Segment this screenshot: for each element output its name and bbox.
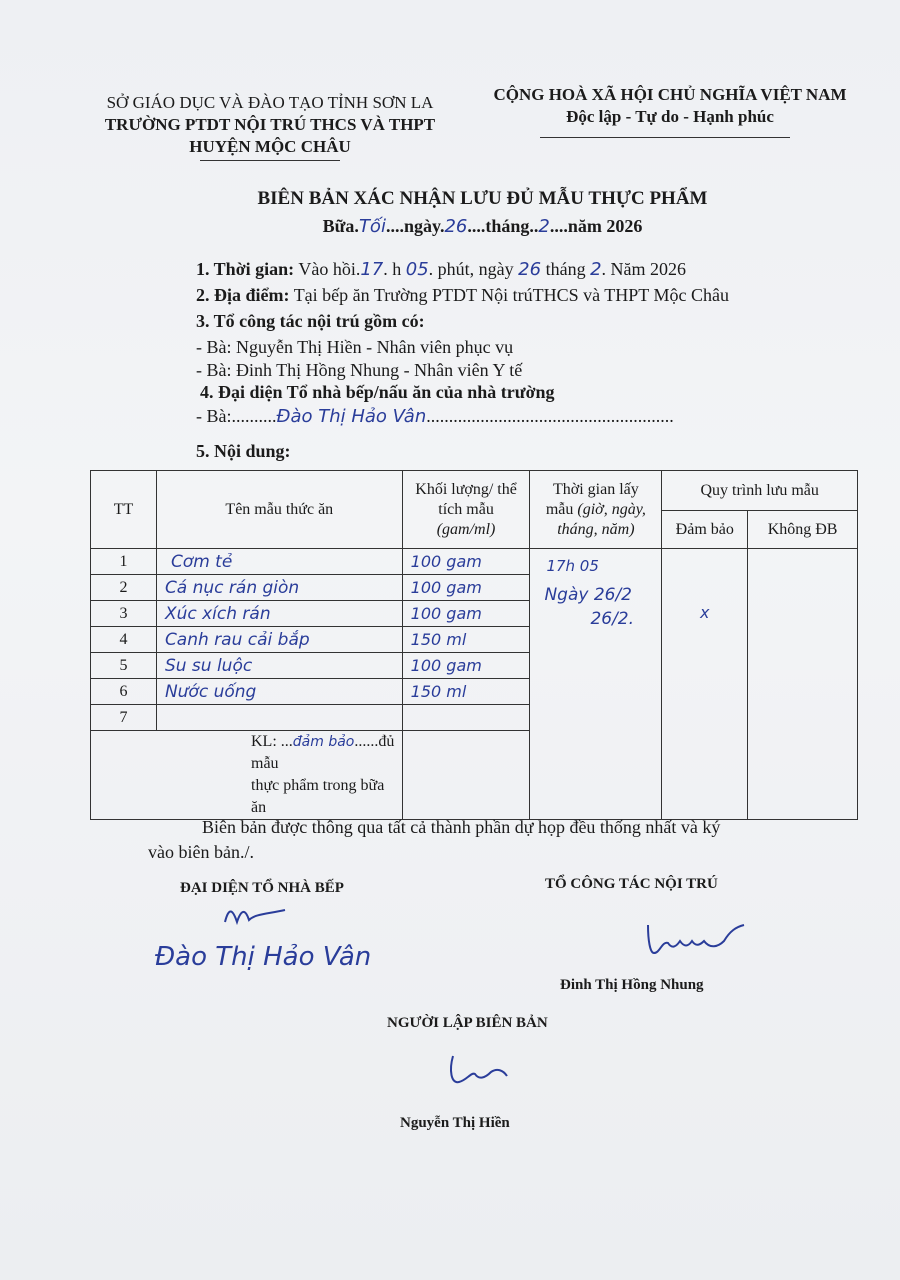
row-food-name: Cá nục rán giòn <box>156 575 402 601</box>
row-food-name: Canh rau cải bắp <box>156 627 402 653</box>
issuer-department: SỞ GIÁO DỤC VÀ ĐÀO TẠO TỈNH SƠN LA <box>106 93 434 112</box>
meal-label: Bữa. <box>322 216 359 236</box>
sample-table <box>90 470 858 820</box>
row-weight: 100 gam <box>402 601 530 627</box>
header-time-line4: tháng, năm) <box>557 520 635 538</box>
conclusion-suffix: ......đủ mẫu <box>251 733 395 772</box>
row-tt: 7 <box>91 705 157 731</box>
time-text-b: . h <box>383 259 402 279</box>
conclusion-prefix: KL: ... <box>251 733 293 750</box>
boarding-team-signature <box>640 915 750 960</box>
time-day: 26 <box>518 259 542 280</box>
motto-underline <box>540 137 790 138</box>
issuer-district: HUYỆN MỘC CHÂU <box>189 137 351 156</box>
row-tt: 6 <box>91 679 157 705</box>
document-subtitle <box>0 216 900 237</box>
header-ok: Đảm bảo <box>662 511 748 549</box>
ok-cell <box>662 549 748 820</box>
section-location-text: Tại bếp ăn Trường PTDT Nội trúTHCS và THPT Mộc Châu <box>293 285 729 305</box>
header-weight-unit: (gam/ml) <box>436 520 496 538</box>
time-month: 2 <box>590 259 602 280</box>
time-text-a: Vào hồi. <box>298 259 361 279</box>
country-name: CỘNG HOÀ XÃ HỘI CHỦ NGHĨA VIỆT NAM <box>493 85 847 104</box>
table-header-row <box>91 471 858 511</box>
kitchen-rep-title: ĐẠI DIỆN TỔ NHÀ BẾP <box>180 880 344 896</box>
kitchen-rep-signature <box>215 900 305 934</box>
closing-line1: Biên bản được thông qua tất cả thành phần dự họp đều thống nhất và ký <box>202 817 721 837</box>
conclusion-cell <box>91 731 403 820</box>
meal-value: Tối <box>358 216 386 237</box>
row-weight: 150 ml <box>402 627 530 653</box>
row-weight: 100 gam <box>402 549 530 575</box>
row-food-name: Su su luộc <box>156 653 402 679</box>
row-food-name <box>156 705 402 731</box>
conclusion-value: đảm bảo <box>292 734 355 750</box>
header-time <box>530 471 662 549</box>
row-food-name: Cơm tẻ <box>156 549 402 575</box>
row-weight <box>402 705 530 731</box>
row-tt: 3 <box>91 601 157 627</box>
month-label: ....tháng.. <box>467 216 539 236</box>
issuer-underline <box>200 160 340 161</box>
header-time-line3: (giờ, ngày, <box>577 500 646 518</box>
not-ok-cell <box>748 549 858 820</box>
row-weight: 100 gam <box>402 575 530 601</box>
year-label: ....năm 2026 <box>549 216 643 236</box>
header-time-line2: mẫu <box>545 500 574 518</box>
motto: Độc lập - Tự do - Hạnh phúc <box>566 107 774 126</box>
section-team-label: 3. Tổ công tác nội trú gồm có: <box>196 311 425 331</box>
team-member-2: - Bà: Đinh Thị Hồng Nhung - Nhân viên Y tế <box>196 360 523 380</box>
header-weight <box>402 471 530 549</box>
boarding-team-name: Đinh Thị Hồng Nhung <box>560 977 704 993</box>
time-cell <box>530 549 662 820</box>
reporter-signature <box>445 1050 515 1090</box>
conclusion-line2: thực phẩm trong bữa ăn <box>251 777 385 816</box>
row-tt: 2 <box>91 575 157 601</box>
header-tt: TT <box>91 471 157 549</box>
day-value: 26 <box>444 216 468 237</box>
kitchen-rep-dots: ....................................................... <box>426 406 674 426</box>
time-text-e: . Năm 2026 <box>601 259 687 279</box>
kitchen-rep-prefix: - Bà:.......... <box>196 406 277 426</box>
time-cell-line2: Ngày 26/2 <box>544 585 633 605</box>
row-tt: 4 <box>91 627 157 653</box>
issuer-school: TRƯỜNG PTDT NỘI TRÚ THCS VÀ THPT <box>104 115 436 134</box>
section-time-label: 1. Thời gian: <box>196 259 295 279</box>
kitchen-rep-line <box>196 404 836 429</box>
section-content-label: 5. Nội dung: <box>196 441 291 461</box>
header-food-name: Tên mẫu thức ăn <box>156 471 402 549</box>
boarding-team-title: TỔ CÔNG TÁC NỘI TRÚ <box>545 876 718 892</box>
time-text-d: tháng <box>545 259 586 279</box>
time-cell-line3: 26/2. <box>590 609 635 629</box>
ok-mark: x <box>700 603 710 622</box>
time-cell-line1: 17h 05 <box>546 557 599 575</box>
kitchen-rep-handwritten-name: Đào Thị Hảo Vân <box>155 942 372 972</box>
table-row <box>91 549 858 575</box>
row-food-name: Xúc xích rán <box>156 601 402 627</box>
section-kitchen-label: 4. Đại diện Tổ nhà bếp/nấu ăn của nhà trường <box>200 382 555 402</box>
month-value: 2 <box>538 216 550 237</box>
section-location-label: 2. Địa điểm: <box>196 285 290 305</box>
row-tt: 5 <box>91 653 157 679</box>
national-motto-block <box>470 84 870 128</box>
row-weight: 150 ml <box>402 679 530 705</box>
row-food-name: Nước uống <box>156 679 402 705</box>
document-title: BIÊN BẢN XÁC NHẬN LƯU ĐỦ MẪU THỰC PHẨM <box>257 188 708 209</box>
header-not-ok: Không ĐB <box>748 511 858 549</box>
header-weight-line2: tích mẫu <box>438 500 494 518</box>
reporter-title: NGƯỜI LẬP BIÊN BẢN <box>387 1015 548 1031</box>
day-label: ....ngày. <box>385 216 445 236</box>
time-minute: 05 <box>405 259 429 280</box>
row-tt: 1 <box>91 549 157 575</box>
section-location <box>196 283 876 307</box>
reporter-name: Nguyễn Thị Hiền <box>400 1115 510 1131</box>
team-member-1: - Bà: Nguyễn Thị Hiền - Nhân viên phục vụ <box>196 337 514 357</box>
row-weight: 100 gam <box>402 653 530 679</box>
time-hour: 17 <box>360 259 384 280</box>
header-process: Quy trình lưu mẫu <box>662 471 858 511</box>
header-time-line1: Thời gian lấy <box>553 480 639 498</box>
issuer-block <box>60 92 480 158</box>
kitchen-rep-name: Đào Thị Hảo Vân <box>276 406 427 427</box>
header-weight-line1: Khối lượng/ thể <box>415 480 517 498</box>
section-time <box>196 257 856 282</box>
time-text-c: . phút, ngày <box>428 259 514 279</box>
closing-line2: vào biên bản./. <box>148 842 254 862</box>
conclusion-empty <box>402 731 530 820</box>
